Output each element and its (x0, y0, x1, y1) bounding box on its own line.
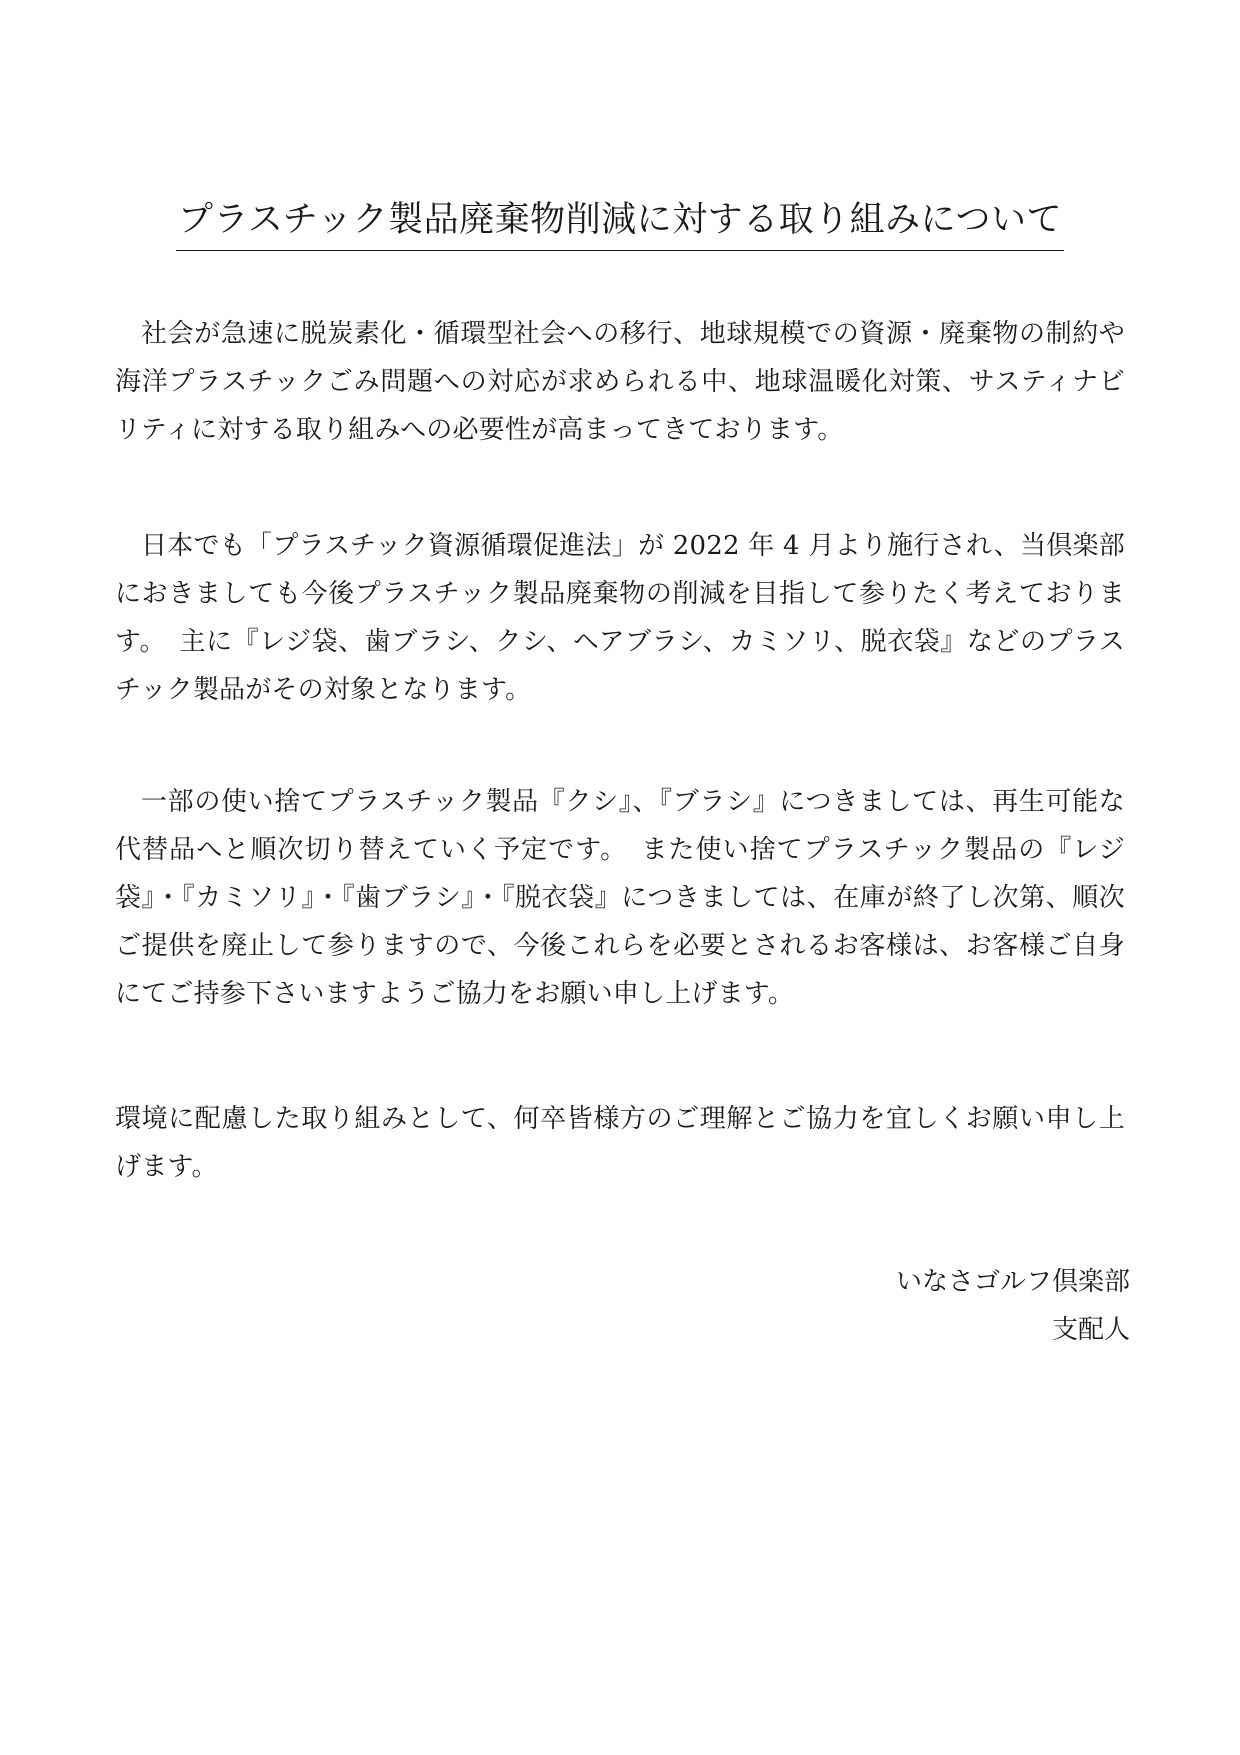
title-container (0, 196, 1240, 251)
paragraph-closing-request: 環境に配慮した取り組みとして、何卒皆様方のご理解とご協力を宜しくお願い申し上げます。 (115, 1104, 1125, 1182)
signature-organization: いなさゴルフ倶楽部 (895, 1267, 1130, 1297)
paragraph-law-and-targets: 日本でも「プラスチック資源循環促進法」が 2022 年 4 月より施行され、当倶楽部におきましても今後プラスチック製品廃棄物の削減を目指して参りたく考えております。 主に『レジ袋、歯ブラシ、クシ、ヘアブラシ、カミソリ、脱衣袋』などのプラスチック製品がその対象となります。 (115, 531, 1125, 705)
paragraph-replacement-plan: 一部の使い捨てプラスチック製品『クシ』、『ブラシ』につきましては、再生可能な代替品へと順次切り替えていく予定です。 また使い捨てプラスチック製品の『レジ袋』・『カミソリ』・『歯ブラシ』・『脱衣袋』につきましては、在庫が終了し次第、順次ご提供を廃止して参りますので、今後これらを必要とされるお客様は、お客様ご自身にてご持参下さいますようご協力をお願い申し上げます。 (115, 787, 1125, 1009)
signature-role: 支配人 (1051, 1315, 1130, 1345)
document-title: プラスチック製品廃棄物削減に対する取り組みについて (176, 196, 1064, 251)
signature-block (896, 1258, 1130, 1354)
paragraph-background: 社会が急速に脱炭素化・循環型社会への移行、地球規模での資源・廃棄物の制約や海洋プラスチックごみ問題への対応が求められる中、地球温暖化対策、サスティナビリティに対する取り組みへの必要性が高まってきております。 (115, 319, 1125, 445)
